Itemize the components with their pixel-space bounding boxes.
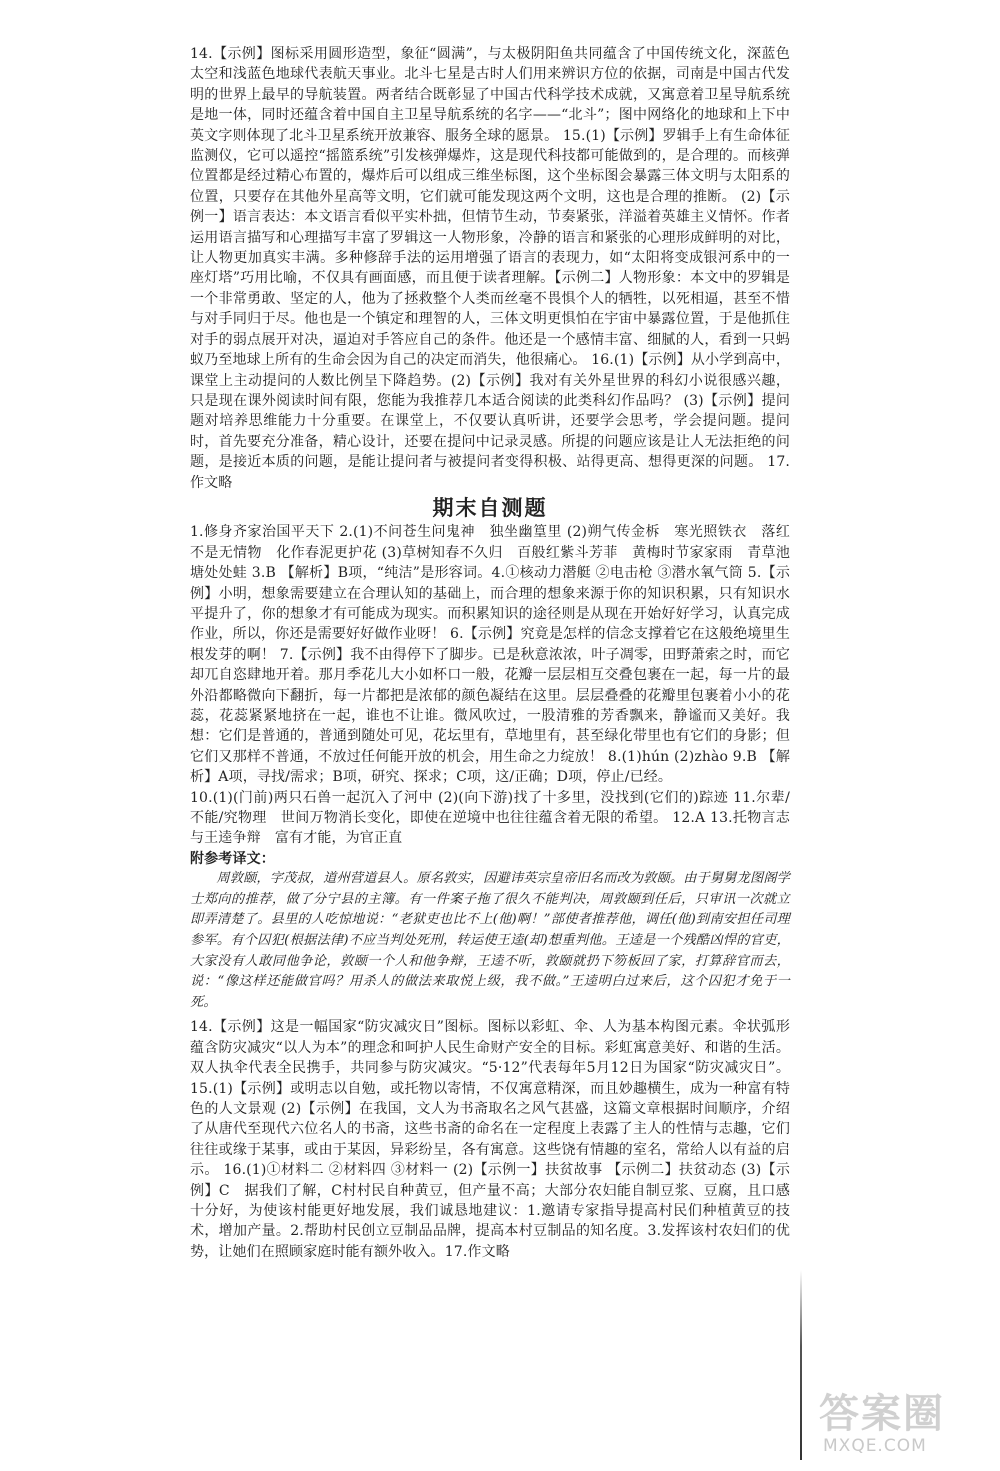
- watermark-url: MXQE.COM: [823, 1436, 927, 1456]
- section-title: 期末自测题: [432, 495, 548, 520]
- answer-block-2: [190, 522, 805, 849]
- reference-title: 附参考译文：: [190, 850, 275, 867]
- reference-translation: [190, 869, 790, 1013]
- watermark-logo: [815, 1380, 990, 1465]
- paragraph: 10.(1)(门前)两只石兽一起沉入了河中 (2)(向下游)找了十多里，没找到(它们的)踪迹 11.尔辈/不能/究物理 世间万物消长变化，即使在逆境中也往往蕴含着无限的希望。 12.A 13.托物言志 与王逵争辩 富有才能，为官正直: [190, 789, 805, 847]
- translation-paragraph: 周敦颐，字茂叔，道州营道县人。原名敦实，因避讳英宗皇帝旧名而改为敦颐。由于舅舅龙图阁学士郑向的推荐，做了分宁县的主簿。有一件案子拖了很久不能判决，周敦颐到任后，只审讯一次就立即弄清楚了。县里的人吃惊地说：“老狱吏也比不上(他)啊！”部使者推荐他，调任(他)到南安担任司理参军。有个囚犯(根据法律)不应当判处死刑，转运使王逵(却)想重判他。王逵是一个残酷凶悍的官吏，大家没有人敢同他争论，敦颐一个人和他争辩，王逵不听，敦颐就扔下笏板回了家，打算辞官而去，说：“像这样还能做官吗？用杀人的做法来取悦上级，我不做。”王逵明白过来后，这个囚犯才免于一死。: [190, 871, 790, 1010]
- answer-block-3: [190, 1017, 790, 1262]
- paragraph: 14.【示例】这是一幅国家“防灾减灾日”图标。图标以彩虹、伞、人为基本构图元素。伞状弧形蕴含防灾减灾“以人为本”的理念和呵护人民生命财产安全的目标。彩虹寓意美好、和谐的生活。双人执伞代表全民携手，共同参与防灾减灾。“5·12”代表每年5月12日为国家“防灾减灾日”。 15.(1)【示例】或明志以自勉，或托物以寄情，不仅寓意精深，而且妙趣横生，成为一种富有特色的人文景观 (2)【示例】在我国，文人为书斋取名之风气甚盛，这篇文章根据时间顺序，介绍了从唐代至现代六位名人的书斋，这些书斋的命名在一定程度上表露了主人的性情与志趣，它们往往或缘于某事，或由于某因，异彩纷呈，各有寓意。这些饶有情趣的室名，常给人以有益的启示。 16.(1)①材料二 ②材料四 ③材料一 (2)【示例一】扶贫故事 【示例二】扶贫动态 (3)【示例】C 据我们了解，C村村民自种黄豆，但产量不高；大部分农妇能自制豆浆、豆腐，且口感十分好，为使该村能更好地发展，我们诚恳地建议：1.邀请专家指导提高村民们种植黄豆的技术，增加产量。2.帮助村民创立豆制品品牌，提高本村豆制品的知名度。3.发挥该村农妇们的优势，让她们在照顾家庭时能有额外收入。17.作文略: [190, 1019, 790, 1260]
- paragraph: 14.【示例】图标采用圆形造型，象征“圆满”，与太极阴阳鱼共同蕴含了中国传统文化，深蓝色太空和浅蓝色地球代表航天事业。北斗七星是古时人们用来辨识方位的依据，司南是中国古代发明的世界上最早的导航装置。两者结合既彰显了中国古代科学技术成就，又寓意着卫星导航系统是地一体，同时还蕴含着中国自主卫星导航系统的名字——“北斗”；图中网络化的地球和上下中英文字则体现了北斗卫星系统开放兼容、服务全球的愿景。 15.(1)【示例】罗辑手上有生命体征监测仪，它可以遥控“摇篮系统”引发核弹爆炸，这是现代科技都可能做到的，是合理的。而核弹位置都是经过精心布置的，爆炸后可以组成三维坐标图，这个坐标图会暴露三体文明与太阳系的位置，只要存在其他外星高等文明，它们就可能发现这两个文明，这也是合理的推断。 (2)【示例一】语言表达：本文语言看似平实朴拙，但情节生动，节奏紧张，洋溢着英雄主义情怀。作者运用语言描写和心理描写丰富了罗辑这一人物形象，冷静的语言和紧张的心理形成鲜明的对比，让人物更加真实丰满。多种修辞手法的运用增强了语言的表现力，如“太阳将变成银河系中的一座灯塔”巧用比喻，不仅具有画面感，而且便于读者理解。【示例二】人物形象：本文中的罗辑是一个非常勇敢、坚定的人，他为了拯救整个人类而丝毫不畏惧个人的牺牲，以死相逼，甚至不惜与对手同归于尽。他也是一个镇定和理智的人，三体文明更惧怕在宇宙中暴露位置，于是他抓住对手的弱点展开对决，逼迫对手答应自己的条件。他还是一个感情丰富、细腻的人，看到一只蚂蚁乃至地球上所有的生命会因为自己的决定而消失，他很痛心。 16.(1)【示例】从小学到高中，课堂上主动提问的人数比例呈下降趋势。(2)【示例】我对有关外星世界的科幻小说很感兴趣，只是现在课外阅读时间有限，您能为我推荐几本适合阅读的此类科幻作品吗？ (3)【示例】提问题对培养思维能力十分重要。在课堂上，不仅要认真听讲，还要学会思考，学会提问题。提问时，首先要充分准备，精心设计，还要在提问中记录灵感。所提的问题应该是让人无法拒绝的问题，是接近本质的问题，是能让提问者与被提问者变得积极、站得更高、想得更深的问题。 17.作文略: [190, 46, 790, 491]
- answer-page: [190, 44, 805, 1262]
- answer-block-1: [190, 44, 790, 493]
- scan-edge-shadow: [800, 1270, 802, 1460]
- paragraph: 1.修身齐家治国平天下 2.(1)不问苍生问鬼神 独坐幽篁里 (2)朔气传金柝 寒光照铁衣 落红不是无情物 化作春泥更护花 (3)草树知春不久归 百般红紫斗芳菲 黄梅时节家家雨 青草池塘处处蛙 3.B 【解析】B项，“纯洁”是形容词。4.①核动力潜艇 ②电击枪 ③潜水氧气筒 5.【示例】小明，想象需要建立在合理认知的基础上，而合理的想象来源于你的知识积累，只有知识水平提升了，你的想象才有可能成为现实。而积累知识的途径则是从现在开始好好学习，认真完成作业，所以，你还是需要好好做作业呀！ 6.【示例】究竟是怎样的信念支撑着它在这般绝境里生根发芽的啊！ 7.【示例】我不由得停下了脚步。已是秋意浓浓，叶子凋零，田野萧索之时，而它却兀自恣肆地开着。那月季花儿大小如杯口一般，花瓣一层层相互交叠包裹在一起，每一片的最外沿都略微向下翻折，每一片都把是浓郁的颜色凝结在这里。层层叠叠的花瓣里包裹着小小的花蕊，花蕊紧紧地挤在一起，谁也不让谁。微风吹过，一股清雅的芳香飘来，静谧而又美好。我想：它们是普通的，普通到随处可见，花坛里有，草地里有，甚至绿化带里也有它们的身影；但它们又那样不普通，不放过任何能开放的机会，用生命之力绽放！ 8.(1)hún (2)zhào 9.B 【解析】A项，寻找/需求；B项，研究、探求；C项，这/正确；D项，停止/已经。: [190, 524, 790, 786]
- watermark-text: 答案圈: [819, 1391, 945, 1437]
